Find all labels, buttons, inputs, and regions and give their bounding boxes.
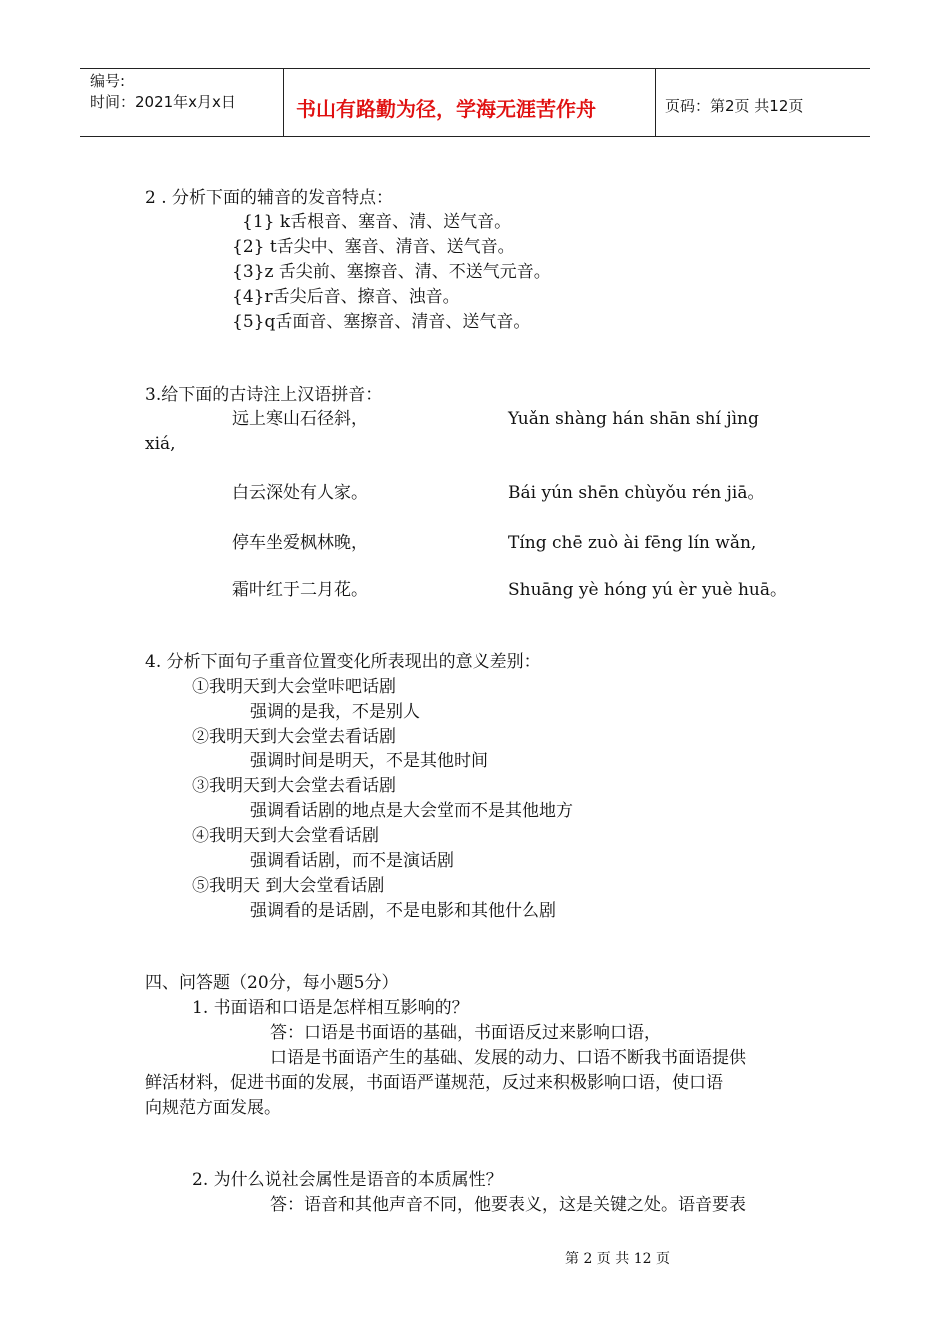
qa-answer-1-line: 答：口语是书面语的基础，书面语反过来影响口语，	[270, 1023, 661, 1043]
poem-line-hanzi: 停车坐爱枫林晚，	[232, 533, 368, 553]
poem-line-pinyin: Yuǎn shàng hán shān shí jìng	[508, 409, 759, 429]
qa-answer-1-line: 向规范方面发展。	[145, 1098, 281, 1118]
question-3-title: 3.给下面的古诗注上汉语拼音：	[145, 385, 383, 405]
header-bottom-rule	[80, 136, 870, 137]
stress-note: 强调看话剧的地点是大会堂而不是其他地方	[250, 801, 573, 821]
qa-answer-1-line: 口语是书面语产生的基础、发展的动力、口语不断我书面语提供	[270, 1048, 746, 1068]
qa-question-2: 2. 为什么说社会属性是语音的本质属性？	[192, 1170, 503, 1190]
header-time-label: 时间：2021年x月x日	[90, 93, 236, 111]
poem-line-pinyin: Bái yún shēn chùyǒu rén jiā。	[508, 483, 765, 503]
section-4-title: 四、问答题（20分，每小题5分）	[145, 973, 399, 993]
question-2-item: {1} k舌根音、塞音、清、送气音。	[242, 212, 512, 232]
stress-sentence: ④我明天到大会堂看话剧	[192, 826, 379, 846]
poem-line-pinyin: Shuāng yè hóng yú èr yuè huā。	[508, 580, 787, 600]
qa-answer-1-line: 鲜活材料，促进书面的发展，书面语严谨规范，反过来积极影响口语，使口语	[145, 1073, 723, 1093]
poem-line-pinyin: Tíng chē zuò ài fēng lín wǎn,	[508, 533, 757, 553]
poem-line-hanzi: 霜叶红于二月花。	[232, 580, 368, 600]
question-2-item: {4}r舌尖后音、擦音、浊音。	[232, 287, 460, 307]
page-footer: 第 2 页 共 12 页	[565, 1251, 670, 1267]
question-4-title: 4. 分析下面句子重音位置变化所表现出的意义差别：	[145, 652, 541, 672]
poem-line-pinyin-wrap: xiá,	[145, 434, 176, 454]
header-divider-left	[283, 68, 284, 136]
stress-note: 强调时间是明天，不是其他时间	[250, 751, 488, 771]
header-divider-right	[655, 68, 656, 136]
stress-note: 强调的是我，不是别人	[250, 702, 420, 722]
stress-sentence: ①我明天到大会堂咔吧话剧	[192, 677, 396, 697]
question-2-title: 2 . 分析下面的辅音的发音特点：	[145, 188, 394, 208]
stress-note: 强调看话剧，而不是演话剧	[250, 851, 454, 871]
question-2-item: {3}z 舌尖前、塞擦音、清、不送气元音。	[232, 262, 551, 282]
stress-sentence: ②我明天到大会堂去看话剧	[192, 727, 396, 747]
question-2-item: {2} t舌尖中、塞音、清音、送气音。	[232, 237, 515, 257]
qa-answer-2-line: 答：语音和其他声音不同，他要表义，这是关键之处。语音要表	[270, 1195, 746, 1215]
header-number-label: 编号:	[90, 72, 126, 90]
poem-line-hanzi: 白云深处有人家。	[232, 483, 368, 503]
header-top-rule	[80, 68, 870, 69]
qa-question-1: 1. 书面语和口语是怎样相互影响的？	[192, 998, 469, 1018]
stress-note: 强调看的是话剧，不是电影和其他什么剧	[250, 901, 556, 921]
question-2-item: {5}q舌面音、塞擦音、清音、送气音。	[232, 312, 531, 332]
header-page-label: 页码：第2页 共12页	[665, 97, 804, 115]
stress-sentence: ⑤我明天 到大会堂看话剧	[192, 876, 385, 896]
header-motto: 书山有路勤为径，学海无涯苦作舟	[296, 97, 596, 121]
stress-sentence: ③我明天到大会堂去看话剧	[192, 776, 396, 796]
poem-line-hanzi: 远上寒山石径斜，	[232, 409, 368, 429]
